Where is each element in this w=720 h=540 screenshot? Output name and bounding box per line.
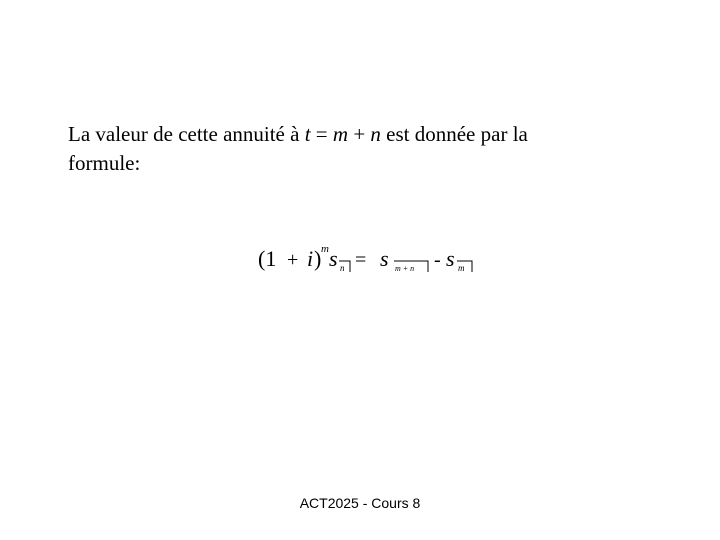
text-suffix: est donnée par la bbox=[380, 122, 528, 146]
formula-equals: = bbox=[355, 249, 367, 271]
body-text bbox=[68, 120, 668, 178]
formula-minus: - bbox=[434, 249, 441, 271]
var-m: m bbox=[332, 122, 349, 146]
formula-s3-sub: m bbox=[458, 263, 465, 273]
annuity-formula bbox=[258, 240, 488, 280]
text-eq: = bbox=[310, 122, 333, 146]
var-t: t bbox=[304, 122, 311, 146]
formula-s2: s bbox=[380, 246, 389, 271]
text-line2: formule: bbox=[68, 151, 141, 175]
formula-s1: s bbox=[329, 246, 338, 271]
formula-open-paren: (1 bbox=[258, 246, 277, 271]
text-plus: + bbox=[348, 122, 371, 146]
formula-s3: s bbox=[446, 246, 455, 271]
formula-s2-sub: m + n bbox=[395, 264, 415, 273]
formula-exponent-m: m bbox=[321, 243, 329, 255]
formula-plus: + bbox=[287, 249, 299, 271]
text-prefix: La valeur de cette annuité à bbox=[68, 122, 305, 146]
formula-svg bbox=[258, 240, 488, 280]
var-n: n bbox=[370, 122, 381, 146]
formula-close-paren: ) bbox=[314, 246, 322, 271]
formula-var-i: i bbox=[307, 246, 314, 271]
formula-s1-sub: n bbox=[340, 263, 345, 273]
slide-footer: ACT2025 - Cours 8 bbox=[299, 495, 421, 511]
